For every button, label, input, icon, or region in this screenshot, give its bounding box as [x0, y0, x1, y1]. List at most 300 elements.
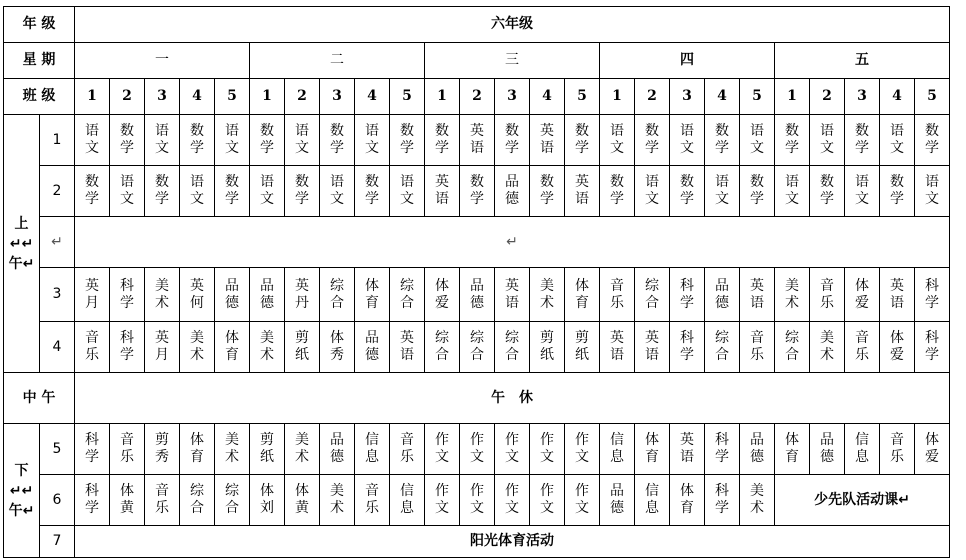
subject-cell — [460, 424, 495, 475]
subject-cell — [915, 115, 950, 166]
subject-cell — [845, 115, 880, 166]
weekday-label: 星 期 — [4, 43, 75, 79]
subject-char: 数 — [610, 174, 624, 190]
subject-cell — [215, 322, 250, 373]
subject-char: 音 — [120, 432, 134, 448]
subject-cell — [635, 268, 670, 322]
subject-cell — [425, 322, 460, 373]
subject-char: 乐 — [400, 449, 414, 465]
subject-char: 数 — [400, 123, 414, 139]
subject-cell — [810, 166, 845, 217]
subject-cell — [670, 424, 705, 475]
subject-char: 学 — [890, 191, 904, 207]
subject-char: 学 — [645, 140, 659, 156]
subject-cell — [705, 424, 740, 475]
subject-cell — [320, 166, 355, 217]
subject-char: 德 — [505, 191, 519, 207]
subject-char: 语 — [925, 174, 939, 190]
subject-char: 语 — [330, 174, 344, 190]
subject-char: 体 — [260, 483, 274, 499]
subject-char: 学 — [85, 500, 99, 516]
period-row-1 — [4, 115, 950, 166]
subject-char: 爱 — [890, 347, 904, 363]
subject-char: 语 — [750, 123, 764, 139]
subject-cell — [915, 166, 950, 217]
subject-char: 科 — [715, 432, 729, 448]
subject-char: 纸 — [260, 449, 274, 465]
class-number: 3 — [495, 79, 530, 115]
subject-char: 月 — [155, 347, 169, 363]
subject-char: 作 — [470, 432, 484, 448]
subject-char: 英 — [505, 277, 519, 294]
subject-char: 学 — [855, 140, 869, 156]
subject-char: 信 — [855, 432, 869, 448]
subject-char: 学 — [85, 449, 99, 465]
subject-char: 学 — [155, 191, 169, 207]
subject-char: 作 — [540, 432, 554, 448]
subject-cell — [145, 166, 180, 217]
subject-char: 术 — [225, 449, 239, 465]
subject-char: 文 — [505, 449, 519, 465]
subject-cell — [285, 475, 320, 526]
subject-char: 作 — [575, 432, 589, 448]
subject-char: 乐 — [155, 500, 169, 516]
period-number: 1 — [40, 115, 75, 166]
subject-char: 数 — [120, 123, 134, 139]
subject-cell — [460, 166, 495, 217]
class-number: 1 — [425, 79, 460, 115]
subject-char: 体 — [190, 432, 204, 448]
subject-char: 术 — [540, 294, 554, 311]
class-number: 5 — [915, 79, 950, 115]
subject-char: 文 — [400, 191, 414, 207]
subject-char: 学 — [680, 294, 694, 311]
subject-char: 美 — [295, 432, 309, 448]
subject-char: 德 — [820, 449, 834, 465]
subject-char: 术 — [330, 500, 344, 516]
subject-char: 数 — [785, 123, 799, 139]
subject-char: 刘 — [260, 500, 274, 516]
subject-char: 学 — [330, 140, 344, 156]
subject-cell — [460, 475, 495, 526]
subject-char: 月 — [85, 294, 99, 311]
subject-char: 育 — [785, 449, 799, 465]
subject-char: 学 — [120, 347, 134, 363]
subject-cell — [740, 115, 775, 166]
subject-cell — [915, 424, 950, 475]
class-number: 4 — [880, 79, 915, 115]
period-row-7 — [4, 526, 950, 558]
subject-cell — [635, 424, 670, 475]
subject-char: 音 — [155, 483, 169, 499]
subject-char: 纸 — [540, 347, 554, 363]
subject-char: 丹 — [295, 294, 309, 311]
subject-cell — [110, 322, 145, 373]
subject-char: 剪 — [260, 432, 274, 448]
subject-cell — [880, 115, 915, 166]
subject-char: 学 — [120, 140, 134, 156]
subject-char: 学 — [85, 191, 99, 207]
subject-char: 合 — [225, 500, 239, 516]
subject-char: 文 — [155, 140, 169, 156]
subject-cell — [180, 166, 215, 217]
subject-cell — [775, 322, 810, 373]
subject-char: 品 — [750, 432, 764, 448]
subject-char: 体 — [855, 277, 869, 294]
subject-char: 文 — [820, 140, 834, 156]
subject-cell — [110, 268, 145, 322]
subject-char: 息 — [855, 449, 869, 465]
subject-char: 语 — [400, 174, 414, 190]
subject-cell — [355, 475, 390, 526]
subject-cell — [460, 322, 495, 373]
subject-char: 品 — [715, 277, 729, 294]
subject-char: 科 — [715, 483, 729, 499]
subject-char: 作 — [505, 432, 519, 448]
class-number: 4 — [530, 79, 565, 115]
subject-char: 美 — [785, 277, 799, 294]
subject-char: 语 — [680, 449, 694, 465]
subject-cell — [215, 424, 250, 475]
subject-cell — [670, 166, 705, 217]
subject-cell — [390, 424, 425, 475]
subject-char: 英 — [540, 123, 554, 139]
subject-char: 语 — [400, 347, 414, 363]
class-number: 1 — [250, 79, 285, 115]
subject-char: 数 — [750, 174, 764, 190]
day-fri: 五 — [775, 43, 950, 79]
subject-cell — [355, 268, 390, 322]
subject-cell — [425, 115, 460, 166]
subject-cell — [810, 322, 845, 373]
class-number: 3 — [845, 79, 880, 115]
subject-cell — [145, 475, 180, 526]
subject-char: 语 — [295, 123, 309, 139]
class-number-row — [4, 79, 950, 115]
subject-cell — [425, 424, 460, 475]
subject-char: 语 — [645, 174, 659, 190]
period-number: 2 — [40, 166, 75, 217]
subject-cell — [635, 322, 670, 373]
subject-char: 品 — [610, 483, 624, 499]
subject-char: 学 — [260, 140, 274, 156]
subject-cell — [880, 322, 915, 373]
subject-char: 文 — [365, 140, 379, 156]
subject-char: 息 — [365, 449, 379, 465]
subject-cell — [110, 475, 145, 526]
subject-cell — [530, 322, 565, 373]
subject-cell — [250, 166, 285, 217]
subject-char: 美 — [540, 277, 554, 294]
subject-char: 乐 — [120, 449, 134, 465]
subject-char: 音 — [890, 432, 904, 448]
subject-char: 学 — [575, 140, 589, 156]
subject-cell — [320, 475, 355, 526]
subject-cell — [355, 166, 390, 217]
subject-char: 音 — [855, 330, 869, 346]
subject-cell — [495, 322, 530, 373]
subject-cell — [145, 115, 180, 166]
grade-value: 六年级 — [75, 7, 950, 43]
subject-char: 科 — [85, 432, 99, 448]
subject-char: 学 — [225, 191, 239, 207]
subject-char: 科 — [925, 277, 939, 294]
subject-cell — [810, 424, 845, 475]
subject-char: 语 — [610, 123, 624, 139]
subject-char: 综 — [190, 483, 204, 499]
subject-char: 文 — [785, 191, 799, 207]
subject-cell — [110, 166, 145, 217]
subject-cell — [740, 268, 775, 322]
subject-char: 体 — [680, 483, 694, 499]
recess-cell: ↵ — [75, 217, 950, 268]
subject-char: 术 — [785, 294, 799, 311]
subject-cell — [215, 115, 250, 166]
subject-char: 数 — [890, 174, 904, 190]
subject-cell — [320, 322, 355, 373]
subject-cell — [460, 268, 495, 322]
subject-char: 综 — [505, 330, 519, 346]
period-number: 5 — [40, 424, 75, 475]
subject-char: 文 — [435, 449, 449, 465]
subject-cell — [250, 424, 285, 475]
subject-char: 体 — [785, 432, 799, 448]
class-number: 5 — [565, 79, 600, 115]
subject-cell — [215, 166, 250, 217]
subject-char: 文 — [645, 191, 659, 207]
subject-cell — [915, 322, 950, 373]
subject-char: 语 — [260, 174, 274, 190]
subject-char: 综 — [400, 277, 414, 294]
subject-cell — [600, 115, 635, 166]
subject-cell — [705, 475, 740, 526]
subject-char: 德 — [470, 294, 484, 311]
subject-char: 音 — [365, 483, 379, 499]
subject-char: 语 — [750, 294, 764, 311]
subject-char: 合 — [645, 294, 659, 311]
subject-char: 文 — [925, 191, 939, 207]
subject-char: 学 — [715, 449, 729, 465]
subject-char: 术 — [190, 347, 204, 363]
subject-cell — [320, 268, 355, 322]
subject-char: 音 — [750, 330, 764, 346]
morning-label — [4, 115, 40, 373]
subject-char: 英 — [295, 277, 309, 294]
subject-cell — [705, 268, 740, 322]
subject-char: 乐 — [820, 294, 834, 311]
subject-char: 综 — [330, 277, 344, 294]
grade-label: 年 级 — [4, 7, 75, 43]
day-tue: 二 — [250, 43, 425, 79]
subject-char: 数 — [260, 123, 274, 139]
subject-cell — [565, 166, 600, 217]
subject-cell — [320, 115, 355, 166]
subject-cell — [75, 115, 110, 166]
subject-char: 科 — [680, 277, 694, 294]
subject-cell — [355, 322, 390, 373]
subject-char: 乐 — [750, 347, 764, 363]
subject-cell — [495, 475, 530, 526]
class-number: 2 — [110, 79, 145, 115]
subject-cell — [810, 115, 845, 166]
subject-char: 合 — [330, 294, 344, 311]
subject-char: 育 — [645, 449, 659, 465]
subject-char: 文 — [470, 500, 484, 516]
subject-cell — [600, 268, 635, 322]
period-row-3 — [4, 268, 950, 322]
subject-char: 美 — [750, 483, 764, 499]
class-number: 1 — [75, 79, 110, 115]
subject-char: 文 — [680, 140, 694, 156]
subject-cell — [495, 166, 530, 217]
subject-cell — [635, 115, 670, 166]
subject-char: 语 — [890, 123, 904, 139]
subject-char: 英 — [890, 277, 904, 294]
subject-cell — [565, 268, 600, 322]
class-number: 1 — [775, 79, 810, 115]
subject-char: 术 — [295, 449, 309, 465]
subject-char: 体 — [295, 483, 309, 499]
subject-cell — [670, 475, 705, 526]
subject-cell — [880, 166, 915, 217]
subject-cell — [250, 475, 285, 526]
subject-cell — [390, 322, 425, 373]
subject-char: 语 — [365, 123, 379, 139]
subject-char: 语 — [470, 140, 484, 156]
subject-cell — [250, 268, 285, 322]
subject-char: 德 — [750, 449, 764, 465]
subject-cell — [775, 424, 810, 475]
subject-char: 文 — [540, 449, 554, 465]
class-number: 4 — [705, 79, 740, 115]
subject-char: 作 — [470, 483, 484, 499]
subject-cell — [775, 268, 810, 322]
period-number: 6 — [40, 475, 75, 526]
subject-char: 秀 — [155, 449, 169, 465]
subject-char: 作 — [435, 483, 449, 499]
subject-char: 综 — [645, 277, 659, 294]
subject-cell — [75, 268, 110, 322]
subject-char: 英 — [645, 330, 659, 346]
subject-cell — [670, 268, 705, 322]
subject-cell — [495, 115, 530, 166]
subject-char: 数 — [855, 123, 869, 139]
subject-cell — [565, 322, 600, 373]
subject-char: 黄 — [120, 500, 134, 516]
subject-char: 合 — [435, 347, 449, 363]
subject-cell — [530, 268, 565, 322]
subject-char: 息 — [610, 449, 624, 465]
sunshine-sports-cell: 阳光体育活动 — [75, 526, 950, 558]
subject-cell — [390, 268, 425, 322]
period-row-4 — [4, 322, 950, 373]
subject-cell — [775, 115, 810, 166]
pioneer-activity-cell: 少先队活动课↵ — [775, 475, 950, 526]
subject-char: 学 — [925, 347, 939, 363]
subject-char: 品 — [470, 277, 484, 294]
subject-char: 语 — [645, 347, 659, 363]
subject-char: 语 — [120, 174, 134, 190]
subject-char: 综 — [715, 330, 729, 346]
subject-char: 综 — [470, 330, 484, 346]
subject-char: 文 — [575, 500, 589, 516]
subject-char: 学 — [190, 140, 204, 156]
subject-cell — [565, 115, 600, 166]
subject-cell — [845, 322, 880, 373]
class-number: 5 — [215, 79, 250, 115]
class-label: 班 级 — [4, 79, 75, 115]
subject-cell — [880, 424, 915, 475]
subject-cell — [565, 424, 600, 475]
subject-char: 学 — [295, 191, 309, 207]
subject-cell — [145, 424, 180, 475]
subject-char: 科 — [85, 483, 99, 499]
subject-char: 合 — [505, 347, 519, 363]
subject-char: 语 — [855, 174, 869, 190]
subject-char: 信 — [610, 432, 624, 448]
class-number: 2 — [460, 79, 495, 115]
subject-char: 学 — [715, 140, 729, 156]
subject-char: 文 — [295, 140, 309, 156]
subject-char: 学 — [610, 191, 624, 207]
subject-char: 语 — [190, 174, 204, 190]
subject-char: 文 — [505, 500, 519, 516]
subject-char: 文 — [435, 500, 449, 516]
subject-cell — [880, 268, 915, 322]
subject-cell — [740, 322, 775, 373]
subject-char: 美 — [155, 277, 169, 294]
subject-char: 数 — [505, 123, 519, 139]
subject-cell — [845, 166, 880, 217]
subject-char: 合 — [190, 500, 204, 516]
subject-char: 剪 — [155, 432, 169, 448]
subject-char: 术 — [820, 347, 834, 363]
subject-char: 学 — [785, 140, 799, 156]
subject-char: 体 — [330, 330, 344, 346]
subject-char: 语 — [85, 123, 99, 139]
subject-char: 文 — [85, 140, 99, 156]
subject-char: 学 — [365, 191, 379, 207]
subject-char: 文 — [610, 140, 624, 156]
subject-char: 美 — [820, 330, 834, 346]
subject-char: 品 — [820, 432, 834, 448]
subject-cell — [320, 424, 355, 475]
subject-char: 文 — [470, 449, 484, 465]
subject-char: 品 — [365, 330, 379, 346]
subject-cell — [180, 475, 215, 526]
subject-char: 纸 — [295, 347, 309, 363]
day-thu: 四 — [600, 43, 775, 79]
subject-char: 数 — [155, 174, 169, 190]
subject-char: 育 — [225, 347, 239, 363]
subject-cell — [530, 475, 565, 526]
subject-char: 体 — [890, 330, 904, 346]
subject-cell — [845, 424, 880, 475]
subject-cell — [670, 322, 705, 373]
subject-char: 语 — [575, 191, 589, 207]
subject-char: 作 — [540, 483, 554, 499]
subject-char: 文 — [575, 449, 589, 465]
subject-char: 德 — [330, 449, 344, 465]
period-number: 7 — [40, 526, 75, 558]
period-row-2 — [4, 166, 950, 217]
subject-char: 科 — [120, 330, 134, 346]
subject-char: 英 — [400, 330, 414, 346]
subject-char: 科 — [120, 277, 134, 294]
subject-char: 品 — [260, 277, 274, 294]
subject-char: 语 — [435, 191, 449, 207]
subject-char: 语 — [785, 174, 799, 190]
